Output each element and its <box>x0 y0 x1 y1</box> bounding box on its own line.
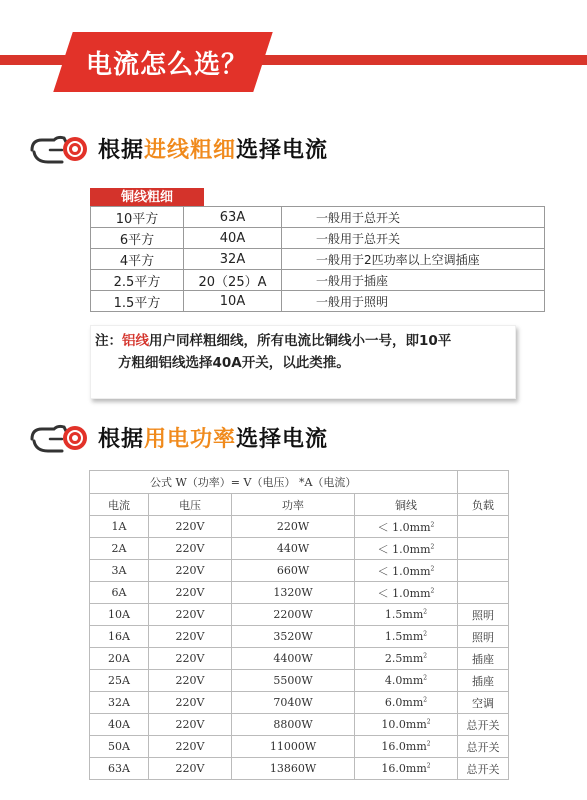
power-cell: 2200W <box>232 604 355 626</box>
current-cell: 16A <box>90 626 149 648</box>
wire-size-cell: 6平方 <box>91 228 184 249</box>
power-cell: 11000W <box>232 736 355 758</box>
section1-heading <box>28 128 328 168</box>
wire-value: 16.0mm <box>381 762 427 775</box>
unit-superscript: 2 <box>430 542 435 550</box>
wire-value: 16.0mm <box>381 740 427 753</box>
voltage-cell: 220V <box>149 538 232 560</box>
column-header: 功率 <box>232 494 355 516</box>
unit-superscript: 2 <box>426 740 431 748</box>
power-cell: 4400W <box>232 648 355 670</box>
current-cell: 3A <box>90 560 149 582</box>
voltage-cell: 220V <box>149 692 232 714</box>
column-header: 电压 <box>149 494 232 516</box>
voltage-cell: 220V <box>149 714 232 736</box>
wire-cell <box>355 758 458 780</box>
wire-cell <box>355 670 458 692</box>
load-cell: 插座 <box>458 648 509 670</box>
column-header: 电流 <box>90 494 149 516</box>
section2-highlight: 用电功率 <box>144 426 237 452</box>
current-cell: 1A <box>90 516 149 538</box>
column-header: 负载 <box>458 494 509 516</box>
wire-size-cell: 2.5平方 <box>91 270 184 291</box>
header-row <box>90 494 509 516</box>
pointing-hand-icon <box>28 128 90 168</box>
voltage-cell: 220V <box>149 516 232 538</box>
voltage-cell: 220V <box>149 560 232 582</box>
aluminum-note: 注：铝线用户同样粗细线，所有电流比铜线小一号，即10平 方粗细铝线选择40A开关，以此类推。 <box>90 325 516 399</box>
wire-cell <box>355 538 458 560</box>
table-row <box>91 270 545 291</box>
section2-title: 根据用电功率选择电流 <box>98 426 329 452</box>
unit-superscript: 2 <box>426 762 431 770</box>
section2-heading <box>28 417 328 457</box>
unit-superscript: 2 <box>430 520 435 528</box>
table-row <box>91 228 545 249</box>
wire-value: 1.5mm <box>384 630 424 643</box>
voltage-cell: 220V <box>149 604 232 626</box>
load-cell <box>458 582 509 604</box>
table-row <box>90 670 509 692</box>
wire-value: 10.0mm <box>381 718 427 731</box>
wire-cell <box>355 648 458 670</box>
load-cell: 总开关 <box>458 758 509 780</box>
wire-value: ＜ 1.0mm <box>377 542 431 556</box>
table-row <box>90 626 509 648</box>
voltage-cell: 220V <box>149 626 232 648</box>
current-cell: 20（25）A <box>184 270 282 291</box>
wire-cell <box>355 626 458 648</box>
wire-cell <box>355 714 458 736</box>
current-cell: 32A <box>184 249 282 270</box>
table-row <box>90 692 509 714</box>
wire-value: 2.5mm <box>384 652 424 665</box>
table-row <box>90 538 509 560</box>
current-cell: 10A <box>90 604 149 626</box>
current-cell: 63A <box>184 207 282 228</box>
load-cell <box>458 516 509 538</box>
current-cell: 63A <box>90 758 149 780</box>
table-row <box>90 582 509 604</box>
voltage-cell: 220V <box>149 758 232 780</box>
current-cell: 40A <box>184 228 282 249</box>
usage-cell: 一般用于总开关 <box>282 228 545 249</box>
load-cell: 照明 <box>458 604 509 626</box>
wire-value: ＜ 1.0mm <box>377 586 431 600</box>
current-cell: 20A <box>90 648 149 670</box>
unit-superscript: 2 <box>423 696 428 704</box>
column-header: 铜线 <box>355 494 458 516</box>
unit-superscript: 2 <box>426 718 431 726</box>
wire-cell <box>355 692 458 714</box>
usage-cell: 一般用于照明 <box>282 291 545 312</box>
power-cell: 13860W <box>232 758 355 780</box>
load-cell: 照明 <box>458 626 509 648</box>
wire-value: 4.0mm <box>384 674 424 687</box>
usage-cell: 一般用于2匹功率以上空调插座 <box>282 249 545 270</box>
unit-superscript: 2 <box>423 674 428 682</box>
voltage-cell: 220V <box>149 582 232 604</box>
unit-superscript: 2 <box>423 652 428 660</box>
current-cell: 2A <box>90 538 149 560</box>
wire-value: 6.0mm <box>384 696 424 709</box>
power-cell: 220W <box>232 516 355 538</box>
note-highlight: 铝线 <box>122 333 149 349</box>
power-cell: 3520W <box>232 626 355 648</box>
power-cell: 660W <box>232 560 355 582</box>
wire-value: 1.5mm <box>384 608 424 621</box>
power-cell: 8800W <box>232 714 355 736</box>
current-cell: 32A <box>90 692 149 714</box>
usage-cell: 一般用于总开关 <box>282 207 545 228</box>
section1-title: 根据进线粗细选择电流 <box>98 137 329 163</box>
wire-cell <box>355 560 458 582</box>
formula-cell: 公式 W（功率）= V（电压） *A（电流） <box>90 471 458 494</box>
table-row <box>90 736 509 758</box>
empty-cell <box>458 471 509 494</box>
current-cell: 10A <box>184 291 282 312</box>
load-cell <box>458 538 509 560</box>
table-row <box>90 714 509 736</box>
table1-tag: 铜线粗细 <box>90 188 204 207</box>
current-cell: 6A <box>90 582 149 604</box>
current-cell: 40A <box>90 714 149 736</box>
wire-cell <box>355 736 458 758</box>
unit-superscript: 2 <box>423 630 428 638</box>
voltage-cell: 220V <box>149 670 232 692</box>
table-row <box>90 560 509 582</box>
power-cell: 1320W <box>232 582 355 604</box>
power-cell: 7040W <box>232 692 355 714</box>
unit-superscript: 2 <box>430 586 435 594</box>
wire-cell <box>355 516 458 538</box>
current-cell: 25A <box>90 670 149 692</box>
table-row <box>90 604 509 626</box>
section1-highlight: 进线粗细 <box>144 137 237 163</box>
unit-superscript: 2 <box>430 564 435 572</box>
load-cell: 总开关 <box>458 714 509 736</box>
load-cell: 插座 <box>458 670 509 692</box>
wire-cell <box>355 582 458 604</box>
wire-cell <box>355 604 458 626</box>
power-cell: 5500W <box>232 670 355 692</box>
load-cell <box>458 560 509 582</box>
load-cell: 总开关 <box>458 736 509 758</box>
voltage-cell: 220V <box>149 648 232 670</box>
table-row <box>90 758 509 780</box>
wire-size-cell: 10平方 <box>91 207 184 228</box>
wire-value: ＜ 1.0mm <box>377 564 431 578</box>
unit-superscript: 2 <box>423 608 428 616</box>
load-cell: 空调 <box>458 692 509 714</box>
table-row <box>91 207 545 228</box>
banner-title: 电流怎么选？ <box>86 50 249 80</box>
usage-cell: 一般用于插座 <box>282 270 545 291</box>
wire-value: ＜ 1.0mm <box>377 520 431 534</box>
current-cell: 50A <box>90 736 149 758</box>
wire-size-cell: 1.5平方 <box>91 291 184 312</box>
table-row <box>90 516 509 538</box>
voltage-cell: 220V <box>149 736 232 758</box>
power-cell: 440W <box>232 538 355 560</box>
table-row <box>90 648 509 670</box>
wire-size-cell: 4平方 <box>91 249 184 270</box>
pointing-hand-icon <box>28 417 90 457</box>
table-row <box>91 249 545 270</box>
table-row <box>91 291 545 312</box>
wire-size-table <box>90 206 545 312</box>
power-current-table <box>89 470 509 780</box>
